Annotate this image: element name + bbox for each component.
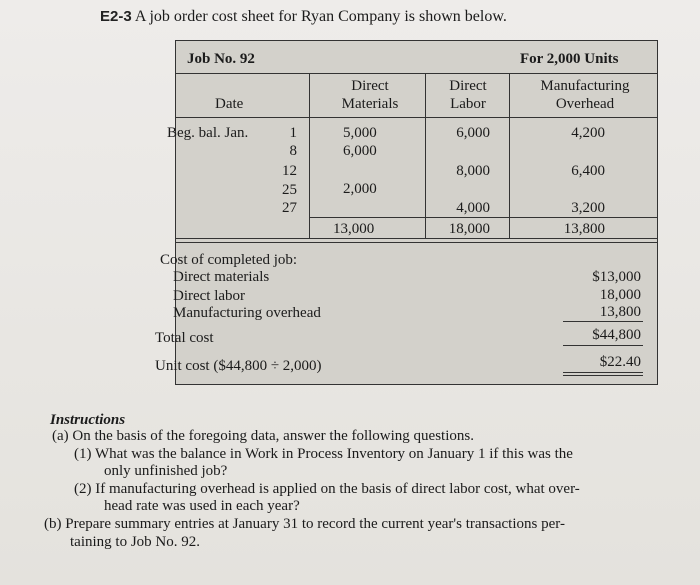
col-separator-2: [425, 73, 426, 238]
completed-oh-label: Manufacturing overhead: [173, 305, 321, 321]
col-separator-1: [309, 73, 310, 238]
row-oh: 3,200: [571, 200, 605, 216]
completed-dm-value: $13,000: [592, 269, 641, 285]
row-oh: 6,400: [571, 163, 605, 179]
col-dm-header-1: Direct: [351, 78, 389, 94]
instruction-b-line-1: (b) Prepare summary entries at January 31 to record the current year's transactions per-: [44, 516, 565, 532]
row-dl: 6,000: [456, 125, 490, 141]
total-dl: 18,000: [448, 221, 490, 237]
job-number: Job No. 92: [187, 51, 255, 67]
completed-dl-label: Direct labor: [173, 288, 246, 304]
completed-oh-value: 13,800: [599, 304, 641, 320]
question-1-line-2: only unfinished job?: [104, 463, 228, 479]
subtotal-rule: [563, 321, 643, 322]
sheet-top-border: [175, 40, 658, 41]
totals-rule: [309, 217, 658, 218]
col-dm-header-2: Materials: [341, 96, 399, 112]
col-dl-header-1: Direct: [449, 78, 487, 94]
totals-bottom-rule: [175, 238, 658, 239]
row-dm: 6,000: [343, 143, 377, 159]
total-rule: [563, 345, 643, 346]
exercise-heading: [100, 8, 507, 26]
total-oh: 13,800: [563, 221, 605, 237]
completed-job-title: Cost of completed job:: [160, 252, 298, 268]
units-label: For 2,000 Units: [520, 51, 619, 67]
col-date-header: Date: [215, 96, 244, 112]
row-dl: 4,000: [456, 200, 490, 216]
unit-cost-value: $22.40: [599, 354, 641, 370]
row-day: 12: [282, 163, 297, 179]
title-divider: [175, 73, 658, 74]
total-cost-label: Total cost: [155, 330, 214, 346]
row-dm: 2,000: [343, 181, 377, 197]
question-2-line-1: (2) If manufacturing overhead is applied on the basis of direct labor cost, what over-: [74, 481, 580, 497]
total-dm: 13,000: [333, 221, 375, 237]
sheet-bottom-border: [175, 384, 658, 385]
row-day: 25: [282, 182, 297, 198]
completed-dm-label: Direct materials: [173, 269, 270, 285]
col-dl-header-2: Labor: [450, 96, 486, 112]
section-double-rule: [175, 242, 658, 243]
unit-cost-double-underline: [563, 372, 643, 376]
instruction-a: (a) On the basis of the foregoing data, answer the following questions.: [52, 428, 474, 444]
row-date-label: Beg. bal. Jan.: [167, 125, 249, 141]
row-day: 1: [289, 125, 297, 141]
question-1-line-1: (1) What was the balance in Work in Process Inventory on January 1 if this was the: [74, 446, 573, 462]
job-order-cost-sheet: [155, 40, 658, 385]
row-dl: 8,000: [456, 163, 490, 179]
unit-cost-label: Unit cost ($44,800 ÷ 2,000): [155, 358, 322, 374]
instructions-title: Instructions: [50, 412, 126, 428]
sheet-right-border: [657, 40, 658, 385]
col-separator-3: [509, 73, 510, 238]
exercise-number: E2-3: [100, 8, 132, 25]
row-day: 8: [289, 143, 297, 159]
exercise-text: A job order cost sheet for Ryan Company is shown below.: [134, 8, 507, 25]
row-oh: 4,200: [571, 125, 605, 141]
total-cost-value: $44,800: [592, 327, 641, 343]
instruction-b-line-2: taining to Job No. 92.: [70, 534, 200, 550]
question-2-line-2: head rate was used in each year?: [104, 498, 300, 514]
header-divider: [175, 117, 658, 118]
col-oh-header-1: Manufacturing: [540, 78, 630, 94]
row-day: 27: [282, 200, 297, 216]
col-oh-header-2: Overhead: [555, 96, 615, 112]
row-dm: 5,000: [343, 125, 377, 141]
completed-dl-value: 18,000: [599, 287, 641, 303]
